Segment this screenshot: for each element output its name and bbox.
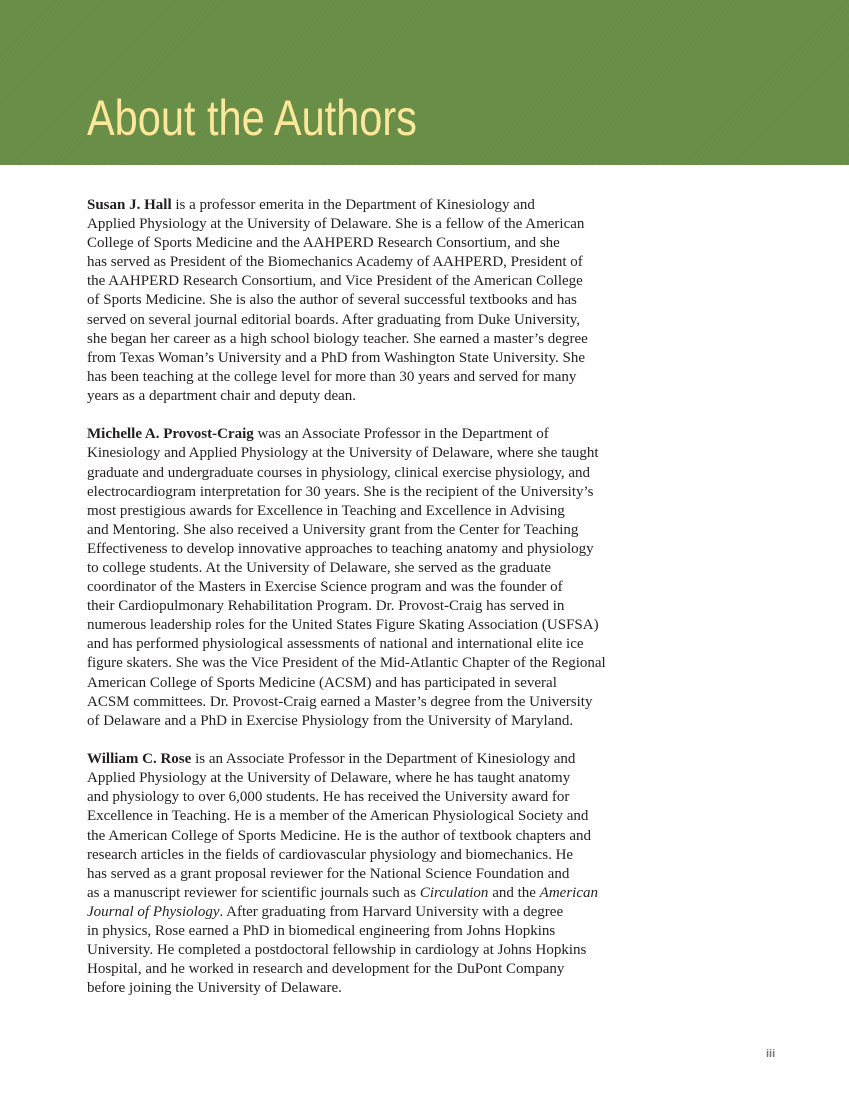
bio-text: has been teaching at the college level for more than 30 years and served for many bbox=[87, 368, 577, 385]
bio-text: their Cardiopulmonary Rehabilitation Program. Dr. Provost-Craig has served in bbox=[87, 598, 565, 615]
bio-line bbox=[87, 559, 627, 578]
bio-text: research articles in the fields of cardiovascular physiology and biomechanics. He bbox=[87, 846, 574, 863]
bio-text: College of Sports Medicine and the AAHPERD Research Consortium, and she bbox=[87, 235, 560, 252]
bio-text: most prestigious awards for Excellence in Teaching and Excellence in Advising bbox=[87, 502, 565, 519]
bio-text: . After graduating from Harvard University with a degree bbox=[219, 903, 564, 920]
bio-text: served on several journal editorial boards. After graduating from Duke University, bbox=[87, 311, 581, 328]
bio-text: ACSM committees. Dr. Provost-Craig earned a Master’s degree from the University bbox=[87, 693, 593, 710]
bio-line bbox=[87, 788, 627, 807]
author-bio bbox=[87, 425, 627, 731]
bio-text: is an Associate Professor in the Department of Kinesiology and bbox=[191, 751, 576, 768]
bio-text: and physiology to over 6,000 students. He has received the University award for bbox=[87, 789, 570, 806]
bio-line bbox=[87, 960, 627, 979]
bio-text: Applied Physiology at the University of Delaware. She is a fellow of the American bbox=[87, 216, 585, 233]
bio-line bbox=[87, 234, 627, 253]
bio-line bbox=[87, 616, 627, 635]
bio-text: American College of Sports Medicine (ACSM) and has participated in several bbox=[87, 674, 557, 691]
bio-line bbox=[87, 674, 627, 693]
bio-line bbox=[87, 712, 627, 731]
bio-line bbox=[87, 922, 627, 941]
bio-line bbox=[87, 865, 627, 884]
bio-line bbox=[87, 807, 627, 826]
bio-text: numerous leadership roles for the United States Figure Skating Association (USFSA) bbox=[87, 617, 599, 634]
bio-text: University. He completed a postdoctoral fellowship in cardiology at Johns Hopkins bbox=[87, 942, 587, 959]
bio-line bbox=[87, 979, 627, 998]
italic-title-text: Circulation bbox=[419, 884, 489, 901]
bio-text: from Texas Woman’s University and a PhD from Washington State University. She bbox=[87, 349, 586, 366]
bio-text: Kinesiology and Applied Physiology at the University of Delaware, where she taught bbox=[87, 445, 599, 462]
bio-line bbox=[87, 769, 627, 788]
bio-text: to college students. At the University of Delaware, she served as the graduate bbox=[87, 559, 552, 576]
bio-line bbox=[87, 196, 627, 215]
bio-text: of Delaware and a PhD in Exercise Physiology from the University of Maryland. bbox=[87, 712, 574, 729]
bio-text: and has performed physiological assessments of national and international elite ice bbox=[87, 636, 584, 653]
italic-title-text: American bbox=[539, 884, 598, 901]
bio-text: and Mentoring. She also received a University grant from the Center for Teaching bbox=[87, 521, 579, 538]
italic-title-text: Journal of Physiology bbox=[87, 903, 220, 920]
bio-text: has served as President of the Biomechanics Academy of AAHPERD, President of bbox=[87, 254, 583, 271]
bio-text: before joining the University of Delaware. bbox=[87, 980, 342, 997]
bio-text: the American College of Sports Medicine. He is the author of textbook chapters and bbox=[87, 827, 592, 844]
bio-line bbox=[87, 444, 627, 463]
bio-text: graduate and undergraduate courses in physiology, clinical exercise physiology, and bbox=[87, 464, 591, 481]
bio-line bbox=[87, 502, 627, 521]
bio-text: as a manuscript reviewer for scientific journals such as bbox=[87, 884, 420, 901]
bio-line bbox=[87, 483, 627, 502]
bio-text: is a professor emerita in the Department of Kinesiology and bbox=[171, 197, 535, 213]
bio-line bbox=[87, 578, 627, 597]
bio-line bbox=[87, 368, 627, 387]
bio-text: years as a department chair and deputy dean. bbox=[87, 387, 357, 404]
bio-text: in physics, Rose earned a PhD in biomedical engineering from Johns Hopkins bbox=[87, 922, 556, 939]
bio-line bbox=[87, 597, 627, 616]
bio-line bbox=[87, 903, 627, 922]
bio-line bbox=[87, 654, 627, 673]
bio-line bbox=[87, 272, 627, 291]
bio-line bbox=[87, 941, 627, 960]
bio-text: of Sports Medicine. She is also the author of several successful textbooks and has bbox=[87, 292, 577, 309]
bio-text: coordinator of the Masters in Exercise Science program and was the founder of bbox=[87, 579, 563, 596]
bio-text: and the bbox=[488, 884, 540, 901]
chapter-header-banner bbox=[0, 0, 849, 165]
bio-text: was an Associate Professor in the Department of bbox=[253, 426, 549, 443]
bio-text: Effectiveness to develop innovative approaches to teaching anatomy and physiology bbox=[87, 540, 594, 557]
bio-line bbox=[87, 635, 627, 654]
author-name: Michelle A. Provost-Craig bbox=[87, 426, 254, 443]
bio-line bbox=[87, 349, 627, 368]
page-number: iii bbox=[766, 1048, 776, 1060]
author-bio bbox=[87, 196, 627, 406]
page-title: About the Authors bbox=[87, 90, 417, 146]
bio-text: the AAHPERD Research Consortium, and Vice President of the American College bbox=[87, 273, 583, 290]
bio-line bbox=[87, 291, 627, 310]
bio-line bbox=[87, 215, 627, 234]
author-name: Susan J. Hall bbox=[87, 197, 172, 213]
author-bio bbox=[87, 750, 627, 998]
bio-text: Applied Physiology at the University of Delaware, where he has taught anatomy bbox=[87, 770, 571, 787]
bio-text: she began her career as a high school biology teacher. She earned a master’s degree bbox=[87, 330, 588, 347]
bio-line bbox=[87, 750, 627, 769]
bio-line bbox=[87, 464, 627, 483]
bio-line bbox=[87, 540, 627, 559]
bio-line bbox=[87, 521, 627, 540]
author-name: William C. Rose bbox=[87, 751, 192, 768]
bio-text: electrocardiogram interpretation for 30 years. She is the recipient of the University’s bbox=[87, 483, 594, 500]
bio-line bbox=[87, 827, 627, 846]
author-bios bbox=[87, 196, 627, 1018]
bio-line bbox=[87, 311, 627, 330]
bio-line bbox=[87, 387, 627, 406]
bio-line bbox=[87, 330, 627, 349]
bio-text: figure skaters. She was the Vice President of the Mid-Atlantic Chapter of the Regional bbox=[87, 655, 606, 672]
bio-line bbox=[87, 693, 627, 712]
bio-line bbox=[87, 253, 627, 272]
bio-text: Hospital, and he worked in research and development for the DuPont Company bbox=[87, 961, 565, 978]
bio-text: Excellence in Teaching. He is a member of the American Physiological Society and bbox=[87, 808, 589, 825]
bio-line bbox=[87, 425, 627, 444]
bio-line bbox=[87, 884, 627, 903]
bio-line bbox=[87, 846, 627, 865]
bio-text: has served as a grant proposal reviewer for the National Science Foundation and bbox=[87, 865, 570, 882]
